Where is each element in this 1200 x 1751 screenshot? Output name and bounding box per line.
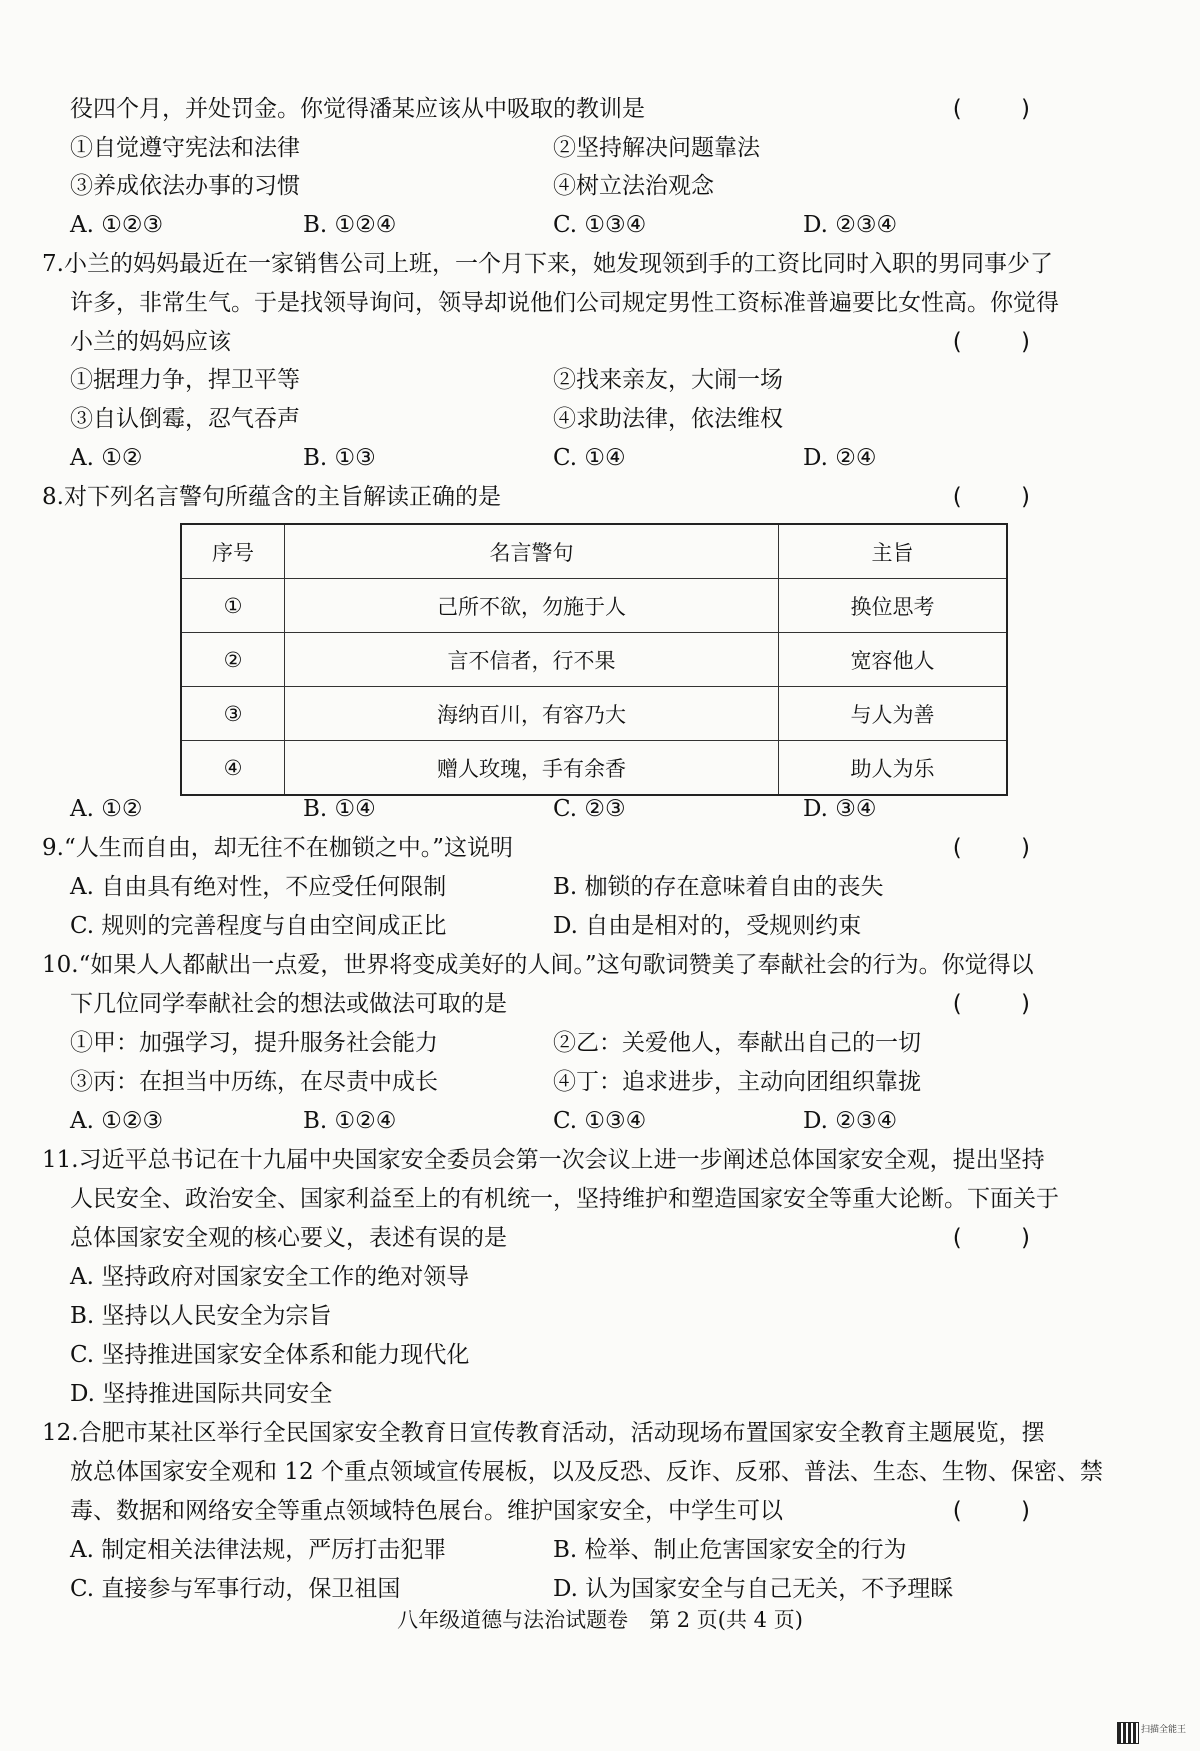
q11-stem-1: 11.习近平总书记在十九届中央国家安全委员会第一次会议上进一步阐述总体国家安全观，提出坚持 [42, 1147, 1045, 1173]
q12-options-row1: A. 制定相关法律法规，严厉打击犯罪 B. 检举、制止危害国家安全的行为 [70, 1537, 907, 1563]
table-header-row: 序号 名言警句 主旨 [181, 524, 1007, 579]
answer-paren: ( ) [952, 484, 1056, 510]
q7-stem-1: 7.小兰的妈妈最近在一家销售公司上班，一个月下来，她发现领到手的工资比同时入职的男同事少了 [42, 251, 1053, 277]
q6-items-row2: ③养成依法办事的习惯 ④树立法治观念 [70, 173, 714, 199]
q11-stem-3: 总体国家安全观的核心要义，表述有误的是 ( ) [70, 1221, 1128, 1255]
q10-options: A. ①②③ B. ①②④ C. ①③④ D. ②③④ [70, 1108, 898, 1134]
q11-option-a: A. 坚持政府对国家安全工作的绝对领导 [70, 1264, 470, 1290]
q10-stem-2: 下几位同学奉献社会的想法或做法可取的是 ( ) [70, 987, 1128, 1021]
q10-items-row1: ①甲：加强学习，提升服务社会能力 ②乙：关爱他人，奉献出自己的一切 [70, 1030, 921, 1056]
q11-option-d: D. 坚持推进国际共同安全 [70, 1381, 333, 1407]
q12-stem-2: 放总体国家安全观和 12 个重点领域宣传展板，以及反恐、反诈、反邪、普法、生态、生物、保密、禁 [70, 1459, 1103, 1485]
scanner-watermark: 扫描全能王 [1141, 1725, 1187, 1735]
table-row: ② 言不信者，行不果 宽容他人 [181, 633, 1007, 687]
q12-stem-3: 毒、数据和网络安全等重点领域特色展台。维护国家安全，中学生可以 ( ) [70, 1494, 1128, 1528]
q9-stem: 9.“人生而自由，却无往不在枷锁之中。”这说明 ( ) [42, 831, 1100, 865]
q6-items-row1: ①自觉遵守宪法和法律 ②坚持解决问题靠法 [70, 135, 760, 161]
answer-paren: ( ) [952, 1225, 1056, 1251]
q11-stem-2: 人民安全、政治安全、国家利益至上的有机统一，坚持维护和塑造国家安全等重大论断。下面关于 [70, 1186, 1059, 1212]
q6-options: A. ①②③ B. ①②④ C. ①③④ D. ②③④ [70, 212, 898, 238]
table-row: ① 己所不欲，勿施于人 换位思考 [181, 579, 1007, 633]
q8-stem: 8.对下列名言警句所蕴含的主旨解读正确的是 ( ) [42, 480, 1100, 514]
q8-options: A. ①② B. ①④ C. ②③ D. ③④ [70, 796, 877, 822]
q9-options-row2: C. 规则的完善程度与自由空间成正比 D. 自由是相对的，受规则约束 [70, 913, 862, 939]
q10-stem-1: 10.“如果人人都献出一点爱，世界将变成美好的人间。”这句歌词赞美了奉献社会的行为。你觉得以 [42, 952, 1034, 978]
qr-code-icon [1117, 1722, 1139, 1744]
q12-stem-1: 12.合肥市某社区举行全民国家安全教育日宣传教育活动，活动现场布置国家安全教育主题展览，摆 [42, 1420, 1045, 1446]
q9-options-row1: A. 自由具有绝对性，不应受任何限制 B. 枷锁的存在意味着自由的丧失 [70, 874, 884, 900]
q12-options-row2: C. 直接参与军事行动，保卫祖国 D. 认为国家安全与自己无关，不予理睬 [70, 1576, 954, 1602]
q7-options: A. ①② B. ①③ C. ①④ D. ②④ [70, 445, 877, 471]
q7-items-row2: ③自认倒霉，忍气吞声 ④求助法律，依法维权 [70, 406, 783, 432]
answer-paren: ( ) [952, 835, 1056, 861]
page-footer: 八年级道德与法治试题卷 第 2 页(共 4 页) [397, 1608, 803, 1632]
maxims-table [180, 523, 1008, 796]
answer-paren: ( ) [952, 991, 1056, 1017]
answer-paren: ( ) [952, 1498, 1056, 1524]
table-row: ④ 赠人玫瑰，手有余香 助人为乐 [181, 741, 1007, 796]
q11-option-b: B. 坚持以人民安全为宗旨 [70, 1303, 332, 1329]
q7-stem-3: 小兰的妈妈应该 ( ) [70, 325, 1128, 359]
q11-option-c: C. 坚持推进国家安全体系和能力现代化 [70, 1342, 470, 1368]
q6-stem: 役四个月，并处罚金。你觉得潘某应该从中吸取的教训是 ( ) [70, 92, 1128, 126]
answer-paren: ( ) [952, 96, 1056, 122]
answer-paren: ( ) [952, 329, 1056, 355]
q7-stem-2: 许多，非常生气。于是找领导询问，领导却说他们公司规定男性工资标准普遍要比女性高。你觉得 [70, 290, 1059, 316]
q7-items-row1: ①据理力争，捍卫平等 ②找来亲友，大闹一场 [70, 367, 783, 393]
q10-items-row2: ③丙：在担当中历练，在尽责中成长 ④丁：追求进步，主动向团组织靠拢 [70, 1069, 921, 1095]
table-row: ③ 海纳百川，有容乃大 与人为善 [181, 687, 1007, 741]
